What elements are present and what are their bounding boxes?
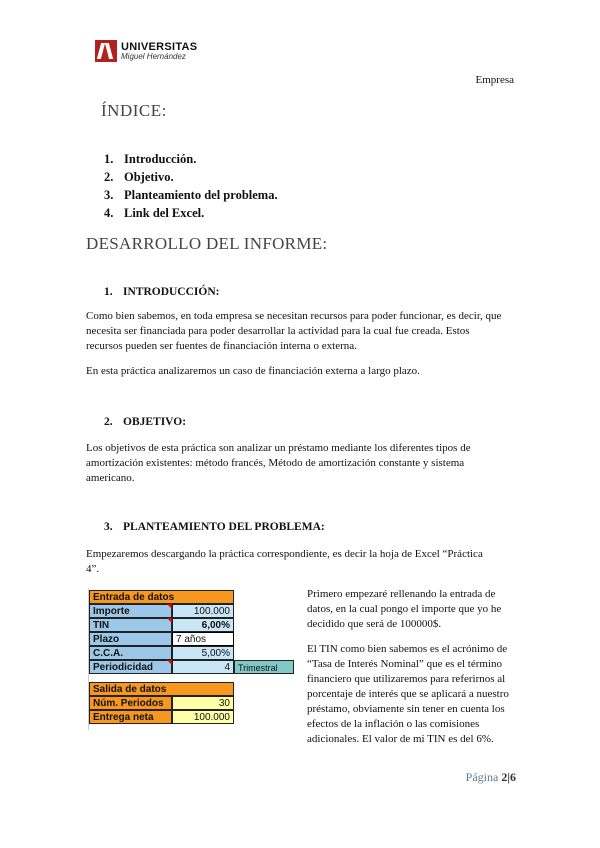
index-item: 1. Introducción. <box>104 152 197 166</box>
intro-paragraph-2: En esta práctica analizaremos un caso de financiación externa a largo plazo. <box>86 365 420 377</box>
index-title: ÍNDICE: <box>101 101 167 120</box>
index-item: 2. Objetivo. <box>104 170 174 184</box>
page-number: Página 2|6 <box>465 770 516 784</box>
development-title: DESARROLLO DEL INFORME: <box>86 234 328 253</box>
problem-paragraph-3: El TIN como bien sabemos es el acrónimo de “Tasa de Interés Nominal” que es el término financiero que utilizaremos para referirnos al porcentaje de interés que se aplicará a nuestro préstamo, obviamente sin tener en cuenta los efectos de la inflación o las comisiones adicionales. El valor de mi TIN es del 6%. <box>307 643 509 745</box>
importe-label: Importe <box>89 604 172 618</box>
section-heading-problem: 3. PLANTEAMIENTO DEL PROBLEMA: <box>104 521 325 533</box>
entrega-value: 100.000 <box>172 710 234 724</box>
problem-paragraph-1: Empezaremos descargando la práctica correspondiente, es decir la hoja de Excel “Práctica 4”. <box>86 548 483 575</box>
plazo-label: Plazo <box>89 632 172 646</box>
intro-paragraph-1: Como bien sabemos, en toda empresa se necesitan recursos para poder funcionar, es decir, que necesita ser financiada para poder desarrollar la actividad para la cual fue creada. Estos recursos pueden ser fuentes de financiación interna o externa. <box>86 310 502 352</box>
problem-paragraph-2: Primero empezaré rellenando la entrada de datos, en la cual pongo el importe que yo he decidido que será de 100000$. <box>307 588 502 630</box>
index-item: 3. Planteamiento del problema. <box>104 188 278 202</box>
periodicidad-unit: Trimestral <box>234 660 294 674</box>
index-item: 4. Link del Excel. <box>104 206 205 220</box>
university-logo <box>95 40 197 62</box>
cca-value: 5,00% <box>172 646 234 660</box>
periodicidad-label: Periodicidad <box>89 660 172 674</box>
index-list <box>104 150 278 222</box>
periodos-value: 30 <box>172 696 234 710</box>
input-header-row <box>89 590 234 604</box>
section-heading-objective: 2. OBJETIVO: <box>104 416 187 428</box>
section-heading-intro: 1. INTRODUCCIÓN: <box>104 286 220 298</box>
tin-value: 6,00% <box>172 618 234 632</box>
periodos-label: Núm. Periodos <box>89 696 172 710</box>
objective-paragraph: Los objetivos de esta práctica son analizar un préstamo mediante los diferentes tipos de amortización existentes: método francés, Método de amortización constante y sistema americano. <box>86 442 471 484</box>
header-section: Empresa <box>475 74 514 86</box>
excel-screenshot <box>88 588 299 730</box>
cca-label: C.C.A. <box>89 646 172 660</box>
logo-subtitle: Miguel Hernández <box>121 51 186 61</box>
importe-value: 100.000 <box>172 604 234 618</box>
input-header: Entrada de datos <box>89 590 234 604</box>
plazo-value: 7 años <box>172 632 234 646</box>
tin-label: TIN <box>89 618 172 632</box>
logo-university: UNIVERSITAS <box>121 40 198 53</box>
output-header: Salida de datos <box>89 682 234 696</box>
periodicidad-value: 4 <box>172 660 234 674</box>
entrega-label: Entrega neta <box>89 710 172 724</box>
umh-logo-icon <box>95 40 117 62</box>
